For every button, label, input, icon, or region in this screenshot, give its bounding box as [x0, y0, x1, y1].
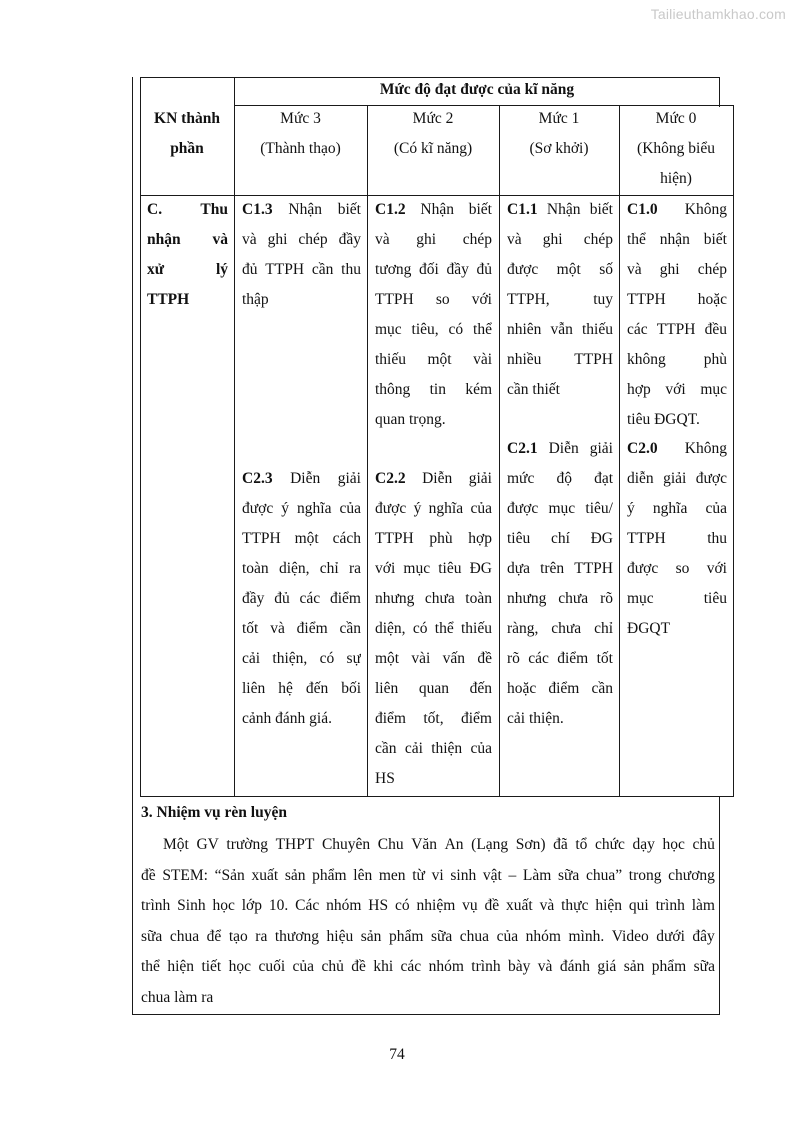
level-3-header: Mức 3 (Thành thạo)	[260, 110, 341, 157]
criterion-c2-0: C2.0 Không diễn giải được ý nghĩa của TTPH thu được so với mục tiêu ĐGQT	[627, 440, 727, 637]
criterion-c1-3: C1.3 Nhận biết và ghi chép đầy đủ TTPH cần thu thập	[242, 201, 361, 308]
level-group-header: Mức độ đạt được của kĩ năng	[379, 81, 575, 98]
criterion-c1-0: C1.0 Không thể nhận biết và ghi chép TTPH hoặc các TTPH đều không phù hợp với mục tiêu ĐGQT.	[627, 201, 727, 428]
level-1-header: Mức 1 (Sơ khởi)	[529, 110, 589, 157]
section-paragraph: Một GV trường THPT Chuyên Chu Văn An (Lạng Sơn) đã tổ chức dạy học chủ đề STEM: “Sản xuất sản phẩm lên men từ vi sinh vật – Làm sữa chua” trong chương trình Sinh học lớp 10. Các nhóm HS có nhiệm vụ đề xuất và thực hiện qui trình làm sữa chua để tạo ra thương hiệu sản phẩm sữa chua của nhóm mình. Video dưới đây thể hiện tiết học cuối của chủ đề khi các nhóm trình bày và đánh giá sản phẩm sữa chua làm ra	[141, 836, 715, 1006]
page-number: 74	[389, 1046, 405, 1063]
level-2-header: Mức 2 (Có kĩ năng)	[393, 110, 473, 157]
component-header: KN thành phần	[154, 110, 220, 157]
watermark: Tailieuthamkhao.com	[650, 6, 786, 22]
section-title: 3. Nhiệm vụ rèn luyện	[141, 804, 287, 821]
level-0-header: Mức 0 (Không biểu hiện)	[637, 110, 715, 187]
row-label-c: C. Thu nhận và xử lý TTPH	[147, 201, 228, 308]
criterion-c1-2: C1.2 Nhận biết và ghi chép tương đối đầy đủ TTPH so với mục tiêu, có thể thiếu một vài thông tin kém quan trọng.	[375, 201, 492, 428]
criterion-c2-2: C2.2 Diễn giải được ý nghĩa của TTPH phù hợp với mục tiêu ĐG nhưng chưa toàn diện, có thể thiếu một vài vấn đề liên quan đến điểm tốt, điểm cần cải thiện của HS	[375, 470, 492, 787]
criterion-c1-1: C1.1 Nhận biết và ghi chép được một số TTPH, tuy nhiên vẫn thiếu nhiều TTPH cần thiết	[507, 201, 613, 398]
criterion-c2-1: C2.1 Diễn giải mức độ đạt được mục tiêu/ tiêu chí ĐG dựa trên TTPH nhưng chưa rõ ràng, chưa chỉ rõ các điểm tốt hoặc điểm cần cải thiện.	[507, 440, 613, 727]
criterion-c2-3: C2.3 Diễn giải được ý nghĩa của TTPH một cách toàn diện, chỉ ra đầy đủ các điểm tốt và điểm cần cải thiện, có sự liên hệ đến bối cảnh đánh giá.	[242, 470, 361, 727]
